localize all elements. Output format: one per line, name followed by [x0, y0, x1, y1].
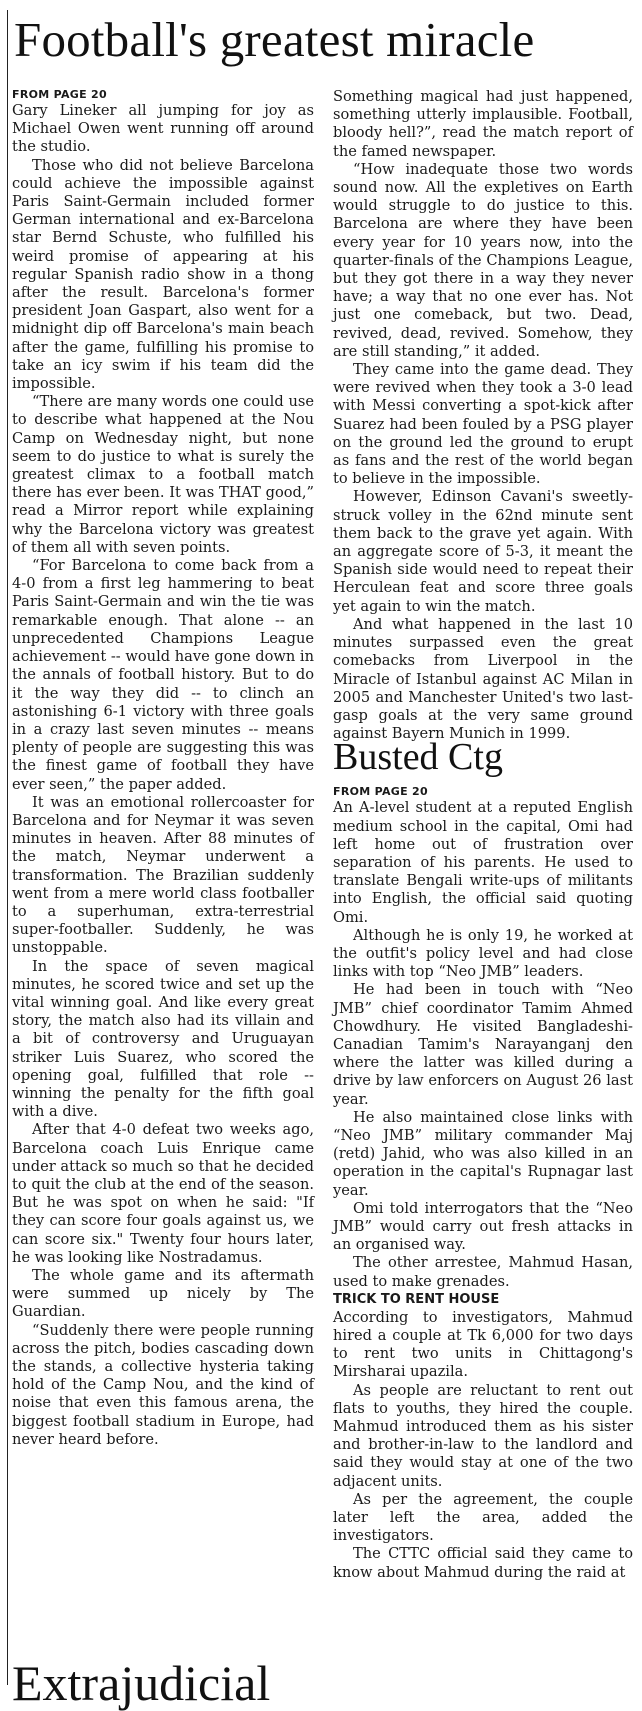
article-paragraph: “How inadequate those two words sound now. All the expletives on Earth would struggle to do justice to this. Barcelona are where they have been every year for 10 years now, into the quarter-finals of the Champions League, but they got there in a way they never have; a way that no one ever has. Not just one comeback, but two. Dead, revived, dead, revived. Somehow, they are still standing,” it added.: [333, 160, 633, 360]
article-paragraph: He had been in touch with “Neo JMB” chief coordinator Tamim Ahmed Chowdhury. He visited Bangladeshi-Canadian Tamim's Narayanganj den where the latter was killed during a drive by law enforcers on August 26 last year.: [333, 981, 633, 1108]
article-paragraph: And what happened in the last 10 minutes surpassed even the great comebacks from Liverpool in the Miracle of Istanbul against AC Milan in 2005 and Manchester United's two last-gasp goals at the very same ground against Bayern Munich in 1999.: [333, 615, 633, 743]
article-paragraph: The CTTC official said they came to know about Mahmud during the raid at: [333, 1545, 633, 1581]
article-paragraph: Something magical had just happened, something utterly implausible. Football, bloody hell?”, read the match report of the famed newspaper.: [333, 88, 633, 160]
second-story-headline: Busted Ctg: [333, 736, 503, 779]
article-paragraph: The whole game and its aftermath were summed up nicely by The Guardian.: [12, 1267, 314, 1321]
article-paragraph: After that 4-0 defeat two weeks ago, Barcelona coach Luis Enrique came under attack so much so that he decided to quit the club at the end of the season. But he was spot on when he said: "If they can score four goals against us, we can score six." Twenty four hours later, he was looking like Nostradamus.: [12, 1121, 314, 1266]
article-paragraph: As per the agreement, the couple later left the area, added the investigators.: [333, 1490, 633, 1545]
left-column: [12, 88, 314, 1449]
article-paragraph: It was an emotional rollercoaster for Barcelona and for Neymar it was seven minutes in heaven. After 88 minutes of the match, Neymar underwent a transformation. The Brazilian suddenly went from a mere world class footballer to a superhuman, extra-terrestrial super-footballer. Suddenly, he was unstoppable.: [12, 793, 314, 957]
page-headline: Football's greatest miracle: [14, 12, 535, 67]
article-paragraph: “For Barcelona to come back from a 4-0 from a first leg hammering to beat Paris Saint-Germain and win the tie was remarkable enough. That alone -- an unprecedented Champions League achievement -- would have gone down in the annals of football history. But to do it the way they did -- to clinch an astonishing 6-1 victory with three goals in a crazy last seven minutes -- means plenty of people are suggesting this was the finest game of football they have ever seen,” the paper added.: [12, 557, 314, 793]
crosshead: TRICK TO RENT HOUSE: [333, 1291, 500, 1307]
article-paragraph: “There are many words one could use to describe what happened at the Nou Camp on Wednesday night, but none seem to do justice to what is surely the greatest climax to a football match there has ever been. It was THAT good,” read a Mirror report while explaining why the Barcelona victory was greatest of them all with seven points.: [12, 393, 314, 556]
article-paragraph: An A-level student at a reputed English medium school in the capital, Omi had left home out of frustration over separation of his parents. He used to translate Bengali write-ups of militants into English, the official said quoting Omi.: [333, 799, 633, 926]
article-paragraph: Those who did not believe Barcelona could achieve the impossible against Paris Saint-Germain included former German international and ex-Barcelona star Bernd Schuste, who fulfilled his weird promise of appearing at his regular Spanish radio show in a thong after the result. Barcelona's former president Joan Gaspart, also went for a midnight dip off Barcelona's main beach after the game, fulfilling his promise to take an icy swim if his team did the impossible.: [12, 156, 314, 393]
article-paragraph: They came into the game dead. They were revived when they took a 3-0 lead with Messi converting a spot-kick after Suarez had been fouled by a PSG player on the ground led the ground to erupt as fans and the rest of the world began to believe in the impossible.: [333, 361, 633, 488]
article-paragraph: Omi told interrogators that the “Neo JMB” would carry out fresh attacks in an organised way.: [333, 1199, 633, 1254]
article-paragraph: In the space of seven magical minutes, he scored twice and set up the vital winning goal. And like every great story, the match also had its villain and a bit of controversy and Uruguayan striker Luis Suarez, who scored the opening goal, fulfilled that role -- winning the penalty for the fifth goal with a dive.: [12, 957, 314, 1121]
column-rule: [7, 10, 8, 1685]
article-paragraph: “Suddenly there were people running across the pitch, bodies cascading down the stands, a collective hysteria taking hold of the Camp Nou, and the kind of noise that even this famous arena, the biggest football stadium in Europe, had never heard before.: [12, 1321, 314, 1448]
article-paragraph: Gary Lineker all jumping for joy as Michael Owen went running off around the studio.: [12, 102, 314, 156]
right-column: [333, 88, 633, 1582]
article-paragraph: He also maintained close links with “Neo JMB” military commander Maj (retd) Jahid, who was also killed in an operation in the capital's Rupnagar last year.: [333, 1108, 633, 1199]
article-paragraph: However, Edinson Cavani's sweetly-struck volley in the 62nd minute sent them back to the grave yet again. With an aggregate score of 5-3, it meant the Spanish side would need to repeat their Herculean feat and score three goals yet again to win the match.: [333, 488, 633, 615]
from-page-label: FROM PAGE 20: [333, 785, 428, 799]
article-paragraph: Although he is only 19, he worked at the outfit's policy level and had close links with top “Neo JMB” leaders.: [333, 926, 633, 981]
from-page-label: FROM PAGE 20: [12, 88, 107, 101]
article-paragraph: The other arrestee, Mahmud Hasan, used to make grenades.: [333, 1254, 633, 1290]
bottom-headline: Extrajudicial: [12, 1655, 271, 1711]
article-paragraph: According to investigators, Mahmud hired a couple at Tk 6,000 for two days to rent two units in Chittagong's Mirsharai upazila.: [333, 1308, 633, 1381]
article-paragraph: As people are reluctant to rent out flats to youths, they hired the couple. Mahmud introduced them as his sister and brother-in-law to the landlord and said they would stay at one of the two adjacent units.: [333, 1381, 633, 1490]
